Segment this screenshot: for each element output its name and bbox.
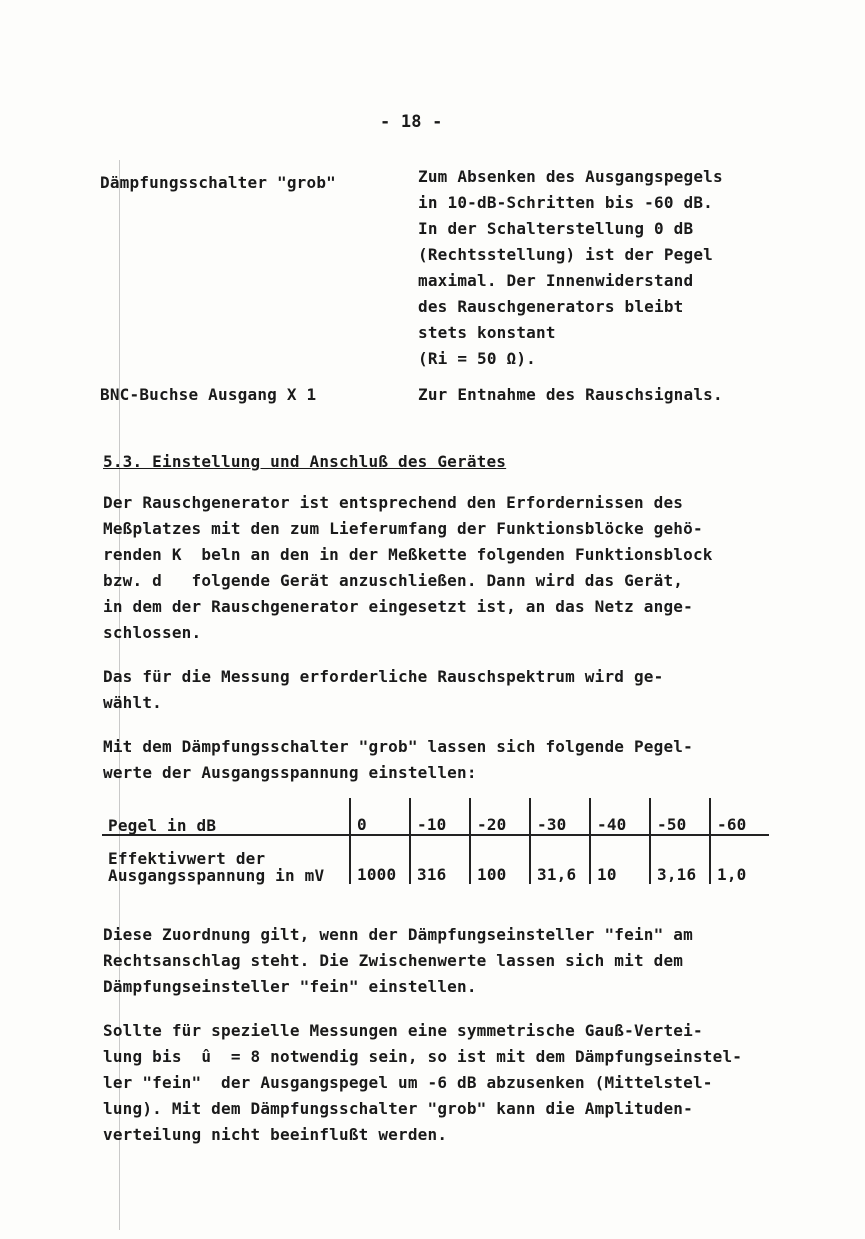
table-row-effektivwert — [102, 835, 769, 884]
table-cell: 3,16 — [650, 835, 710, 884]
table-cell: -30 — [530, 798, 590, 835]
table-cell: 0 — [350, 798, 410, 835]
table-row-pegel — [102, 798, 769, 835]
table-cell: -20 — [470, 798, 530, 835]
table-cell: -40 — [590, 798, 650, 835]
term-bnc-buchse: BNC-Buchse Ausgang X 1 — [100, 385, 317, 404]
pegel-table — [102, 798, 769, 884]
desc-bnc-buchse: Zur Entnahme des Rauschsignals. — [418, 385, 723, 404]
page-number: - 18 - — [380, 112, 443, 132]
table-cell: 1000 — [350, 835, 410, 884]
table-label-pegel: Pegel in dB — [102, 798, 350, 835]
table-cell: -60 — [710, 798, 769, 835]
table-cell: -10 — [410, 798, 470, 835]
table-cell: 1,0 — [710, 835, 769, 884]
table-cell: 316 — [410, 835, 470, 884]
table-cell: 31,6 — [530, 835, 590, 884]
table-cell: 10 — [590, 835, 650, 884]
table-cell: 100 — [470, 835, 530, 884]
table-label-effektivwert: Effektivwert der Ausgangsspannung in mV — [108, 849, 325, 885]
section-heading: 5.3. Einstellung und Anschluß des Gerätes — [103, 452, 507, 471]
term-daempfungsschalter: Dämpfungsschalter "grob" — [100, 173, 336, 192]
table-cell: -50 — [650, 798, 710, 835]
